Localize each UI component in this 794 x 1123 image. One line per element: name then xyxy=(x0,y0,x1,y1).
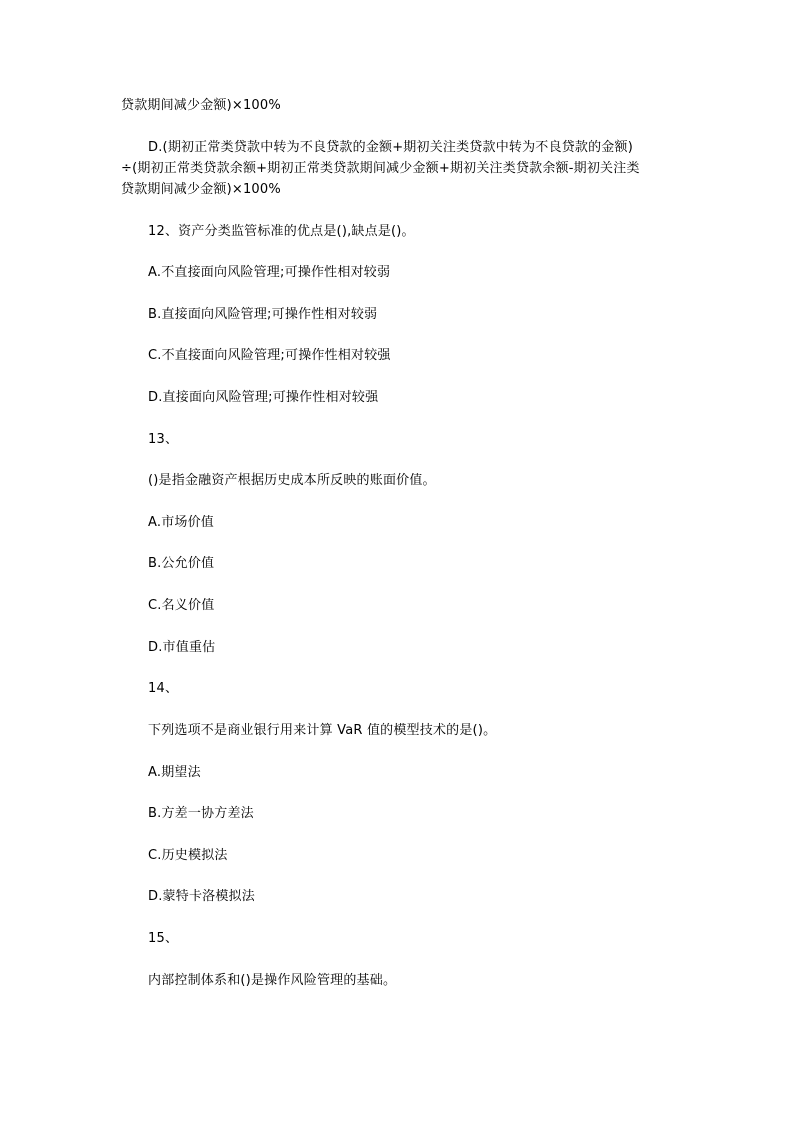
option-d: D.蒙特卡洛模拟法 xyxy=(148,889,255,904)
question-14: 下列选项不是商业银行用来计算 VaR 值的模型技术的是()。 xyxy=(148,723,497,738)
option-c: C.名义价值 xyxy=(148,598,215,613)
text-line: 贷款期间减少金额)×100% xyxy=(121,98,281,113)
question-12: 12、资产分类监管标准的优点是(),缺点是()。 xyxy=(148,224,415,239)
option-d-text: D.(期初正常类贷款中转为不良贷款的金额+期初关注类贷款中转为不良贷款的金额) xyxy=(148,140,633,155)
option-a: A.不直接面向风险管理;可操作性相对较弱 xyxy=(148,265,391,280)
option-d: D.市值重估 xyxy=(148,640,216,655)
option-d: D.直接面向风险管理;可操作性相对较强 xyxy=(148,390,379,405)
option-a: A.市场价值 xyxy=(148,515,214,530)
question-13-number: 13、 xyxy=(148,432,179,447)
option-b: B.直接面向风险管理;可操作性相对较弱 xyxy=(148,307,378,322)
question-13: ()是指金融资产根据历史成本所反映的账面价值。 xyxy=(148,473,436,488)
question-14-number: 14、 xyxy=(148,681,179,696)
option-b: B.公允价值 xyxy=(148,556,215,571)
text-line: ÷(期初正常类贷款余额+期初正常类贷款期间减少金额+期初关注类贷款余额-期初关注类 xyxy=(121,161,640,176)
text-line: 贷款期间减少金额)×100% xyxy=(121,182,281,197)
question-15: 内部控制体系和()是操作风险管理的基础。 xyxy=(148,973,397,988)
question-15-number: 15、 xyxy=(148,931,179,946)
option-c: C.不直接面向风险管理;可操作性相对较强 xyxy=(148,348,391,363)
option-a: A.期望法 xyxy=(148,765,201,780)
option-c: C.历史模拟法 xyxy=(148,848,228,863)
option-b: B.方差一协方差法 xyxy=(148,806,254,821)
